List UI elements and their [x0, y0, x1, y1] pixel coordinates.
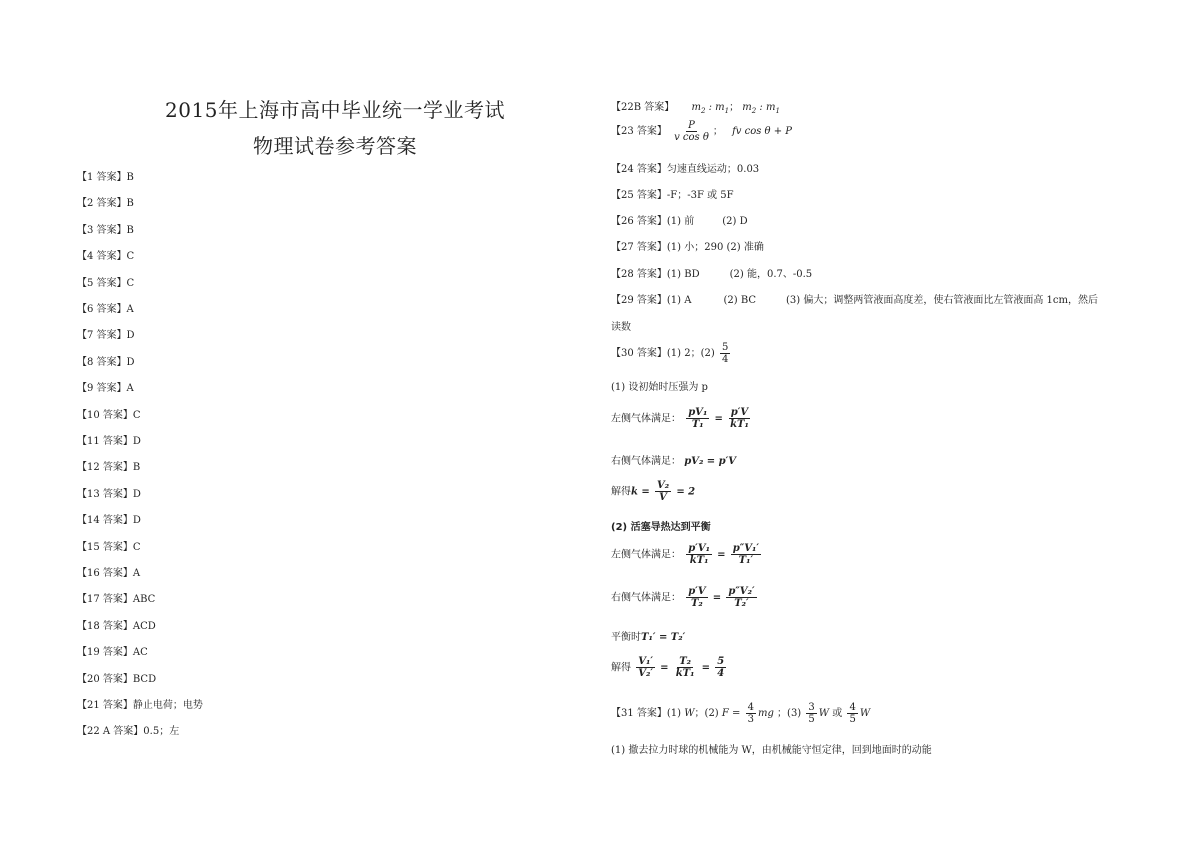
balance-equation: 平衡时T₁′ = T₂′ [611, 632, 686, 643]
answer-item: 【7 答案】D [77, 330, 135, 342]
solve-k-equation: 解得k = $\frac{\text{V₂}}{V}$ = 2 [611, 480, 696, 503]
answer-22b [611, 98, 780, 115]
ratio-expression: $m_2$ : $m_1$ [691, 102, 730, 115]
solution-31-step1: (1) 撤去拉力时球的机械能为 W，由机械能守恒定律，回到地面时的动能 [611, 745, 932, 756]
answer-item: 【9 答案】A [77, 383, 134, 395]
fraction-p-over-vcos: $\frac{P}{\text{v cos θ}}$ [674, 120, 709, 143]
fraction: $\frac{3}{5}$ [808, 702, 815, 725]
fraction: $\frac{\text{p″V₁′}}{\text{T₁′}}$ [732, 543, 759, 566]
fraction: $\frac{\text{p′V₁}}{\text{kT₁}}$ [688, 543, 710, 566]
answer-31: 【31 答案】(1) W；(2) F = $\frac{4}{3}$ mg ；(3) $\frac{3}{5}$ W 或 $\frac{4}{5}$ W [611, 702, 871, 725]
answer-26: 【26 答案】(1) 前 (2) D [611, 216, 748, 227]
answer-item: 【22 A 答案】0.5；左 [77, 726, 180, 738]
separator: ； [729, 102, 740, 113]
answer-item: 【6 答案】A [77, 304, 134, 315]
answer-label: 【23 答案】 [611, 126, 667, 137]
answer-item: 【20 答案】BCD [77, 673, 157, 685]
fraction: $\frac{\text{V₂}}{V}$ [656, 480, 670, 503]
answer-item: 【12 答案】B [77, 462, 141, 474]
answer-label: 【22B 答案】 [611, 102, 675, 113]
answer-item: 【16 答案】A [77, 568, 141, 579]
answer-30: 【30 答案】(1) 2；(2) $\frac{5}{4}$ [611, 342, 729, 365]
fraction: $\frac{p'V}{\text{kT₁}}$ [730, 407, 749, 430]
answer-28: 【28 答案】(1) BD (2) 能，0.7、-0.5 [611, 269, 813, 280]
answer-item: 【19 答案】AC [77, 647, 148, 659]
answer-item: 【5 答案】C [77, 277, 135, 289]
fraction: $\frac{\text{V₁′}}{\text{V₂′}}$ [638, 656, 653, 679]
fraction-5-4: $\frac{5}{4}$ [721, 342, 729, 365]
fraction: $\frac{\text{p″V₂′}}{\text{T₂′}}$ [728, 586, 755, 609]
title-line-2: 物理试卷参考答案 [253, 134, 417, 158]
fraction: $\frac{4}{3}$ [747, 702, 754, 725]
answer-item: 【15 答案】C [77, 541, 141, 553]
left-gas-equation-2: 左侧气体满足： $\frac{\text{p′V₁}}{\text{kT₁}}$ = $\frac{\text{p″V₁′}}{\text{T₁′}}$ [611, 543, 759, 566]
answer-24: 【24 答案】匀速直线运动；0.03 [611, 164, 760, 175]
fraction: $\frac{4}{5}$ [849, 702, 856, 725]
title-line-1: 2015年上海市高中毕业统一学业考试 [165, 98, 505, 122]
power-expression: fv cos θ + P [732, 126, 793, 137]
solve-ratio-equation: 解得 $\frac{\text{V₁′}}{\text{V₂′}}$ = $\frac{\text{T₂}}{\text{kT₁}}$ = $\frac{5}{4}$ [611, 656, 725, 679]
answer-item: 【1 答案】B [77, 172, 134, 183]
answer-29: 【29 答案】(1) A (2) BC (3) 偏大；调整两管液面高度差，使右管液面比左管液面高 1cm，然后 [611, 295, 1098, 306]
answer-item: 【13 答案】D [77, 488, 141, 500]
answer-29-continued: 读数 [611, 322, 631, 333]
right-gas-equation-2: 右侧气体满足： $\frac{p'V}{\text{T₂}}$ = $\frac{\text{p″V₂′}}{\text{T₂′}}$ [611, 586, 755, 609]
answer-item: 【10 答案】C [77, 409, 141, 421]
answer-item: 【3 答案】B [77, 224, 134, 236]
answer-item: 【17 答案】ABC [77, 594, 156, 606]
fraction: $\frac{\text{pV₁}}{\text{T₁}}$ [688, 407, 708, 430]
answer-item: 【14 答案】D [77, 515, 141, 527]
answer-25: 【25 答案】-F；-3F 或 5F [611, 190, 734, 201]
fraction: $\frac{5}{4}$ [717, 656, 725, 679]
right-gas-equation: 右侧气体满足： pV₂ = p′V [611, 456, 737, 467]
answer-item: 【21 答案】静止电荷；电势 [77, 700, 203, 711]
part2-title: (2) 活塞导热达到平衡 [611, 522, 711, 533]
left-gas-equation: 左侧气体满足： $\frac{\text{pV₁}}{\text{T₁}}$ = $\frac{p'V}{\text{kT₁}}$ [611, 407, 749, 430]
solution-30-step1: (1) 设初始时压强为 p [611, 382, 708, 393]
answer-item: 【11 答案】D [77, 436, 141, 447]
fraction: $\frac{\text{T₂}}{\text{kT₁}}$ [675, 656, 695, 679]
fraction: $\frac{p'V}{\text{T₂}}$ [688, 586, 706, 609]
answer-item: 【18 答案】ACD [77, 620, 156, 632]
answer-27: 【27 答案】(1) 小；290 (2) 准确 [611, 242, 764, 253]
answer-item: 【8 答案】D [77, 356, 135, 368]
answer-item: 【4 答案】C [77, 251, 135, 263]
answer-23: 【23 答案】 $\frac{P}{\text{v cos θ}}$ ； fv cos θ + P [611, 120, 793, 143]
ratio-expression-2: $m_2$ : $m_1$ [742, 102, 780, 115]
answer-item: 【2 答案】B [77, 198, 134, 210]
